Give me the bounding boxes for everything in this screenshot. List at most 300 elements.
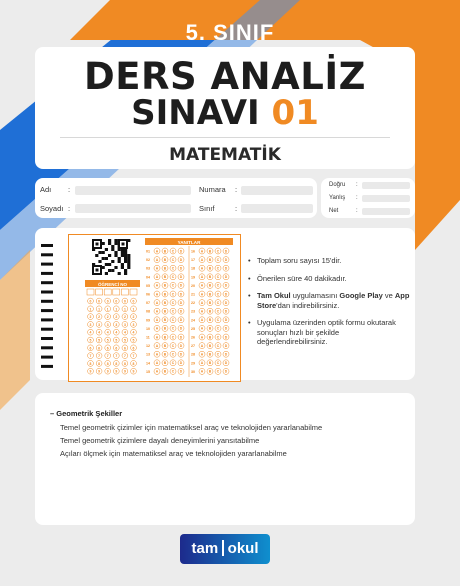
qr-module bbox=[108, 239, 111, 242]
digit-label: 5 bbox=[123, 338, 126, 343]
qr-module bbox=[121, 263, 124, 266]
digit-label: 1 bbox=[115, 307, 118, 312]
timing-mark bbox=[41, 356, 53, 359]
question-number: 07 bbox=[146, 301, 150, 306]
option-label: A bbox=[155, 275, 159, 280]
option-label: C bbox=[216, 335, 220, 340]
question-number: 13 bbox=[146, 352, 150, 357]
option-label: B bbox=[208, 369, 212, 374]
option-label: C bbox=[216, 257, 220, 262]
option-label: C bbox=[171, 343, 175, 348]
option-label: B bbox=[163, 335, 167, 340]
option-label: B bbox=[208, 300, 212, 305]
option-label: D bbox=[224, 300, 228, 305]
timing-mark bbox=[41, 300, 53, 303]
qr-module bbox=[127, 260, 130, 263]
qr-module bbox=[111, 248, 114, 251]
option-label: B bbox=[208, 361, 212, 366]
question-number: 18 bbox=[191, 266, 195, 271]
net-field[interactable] bbox=[362, 208, 410, 215]
correct-label: Doğru bbox=[329, 182, 346, 188]
option-label: B bbox=[163, 292, 167, 297]
question-number: 05 bbox=[146, 283, 150, 288]
class-field[interactable] bbox=[241, 204, 313, 213]
option-label: C bbox=[171, 352, 175, 357]
digit-label: 9 bbox=[115, 369, 118, 374]
option-label: B bbox=[163, 369, 167, 374]
digit-label: 8 bbox=[123, 361, 126, 366]
option-label: A bbox=[155, 361, 159, 366]
qr-module bbox=[114, 239, 117, 242]
number-field[interactable] bbox=[241, 186, 313, 195]
digit-label: 7 bbox=[106, 354, 109, 359]
option-label: B bbox=[163, 352, 167, 357]
qr-module bbox=[118, 257, 121, 260]
option-label: B bbox=[163, 257, 167, 262]
option-label: B bbox=[208, 266, 212, 271]
question-number: 10 bbox=[146, 326, 150, 331]
digit-label: 7 bbox=[132, 354, 135, 359]
option-label: A bbox=[200, 266, 204, 271]
question-number: 14 bbox=[146, 361, 150, 366]
qr-module bbox=[124, 269, 127, 272]
google-play-text: Google Play bbox=[339, 291, 383, 300]
digit-label: 0 bbox=[98, 299, 101, 304]
option-label: B bbox=[208, 352, 212, 357]
qr-module bbox=[121, 251, 124, 254]
qr-module bbox=[105, 272, 108, 275]
qr-module bbox=[111, 245, 114, 248]
qr-module bbox=[111, 260, 114, 263]
digit-label: 1 bbox=[98, 307, 101, 312]
topic-item: Açıları ölçmek için matematiksel araç ve teknolojiden yararlanabilme bbox=[60, 449, 287, 458]
option-label: C bbox=[171, 335, 175, 340]
option-label: B bbox=[208, 257, 212, 262]
option-label: C bbox=[216, 352, 220, 357]
digit-label: 5 bbox=[98, 338, 101, 343]
digit-label: 0 bbox=[132, 299, 135, 304]
timing-mark bbox=[41, 365, 53, 368]
digit-label: 3 bbox=[123, 322, 126, 327]
qr-module bbox=[127, 263, 130, 266]
surname-label: Soyadı bbox=[40, 204, 64, 213]
logo-text-right: okul bbox=[227, 540, 259, 557]
number-colon: : bbox=[235, 185, 238, 194]
option-label: A bbox=[200, 292, 204, 297]
option-label: B bbox=[208, 326, 212, 331]
option-label: B bbox=[163, 266, 167, 271]
question-number: 11 bbox=[146, 335, 150, 340]
digit-label: 6 bbox=[89, 346, 92, 351]
answers-header: YANITLAR bbox=[177, 239, 201, 245]
class-label: Sınıf bbox=[199, 204, 215, 213]
digit-label: 4 bbox=[98, 330, 101, 335]
exam-number: 01 bbox=[271, 93, 319, 133]
question-number: 22 bbox=[191, 301, 195, 306]
option-label: C bbox=[216, 309, 220, 314]
qr-module bbox=[105, 257, 108, 260]
option-label: D bbox=[224, 309, 228, 314]
qr-module bbox=[118, 260, 121, 263]
question-number: 15 bbox=[146, 369, 150, 374]
option-label: B bbox=[208, 292, 212, 297]
question-number: 09 bbox=[146, 318, 150, 323]
option-label: C bbox=[216, 300, 220, 305]
digit-label: 8 bbox=[132, 361, 135, 366]
digit-label: 6 bbox=[106, 346, 109, 351]
info-item-app bbox=[248, 291, 410, 310]
exam-title-line1: DERS ANALİZ bbox=[84, 55, 366, 98]
option-label: C bbox=[171, 283, 175, 288]
qr-module bbox=[108, 254, 111, 257]
option-label: D bbox=[179, 309, 183, 314]
option-label: D bbox=[179, 326, 183, 331]
qr-module bbox=[124, 260, 127, 263]
topic-item: Temel geometrik çizimler için matematiksel araç ve teknolojiden yararlanabilme bbox=[60, 423, 323, 432]
title-divider bbox=[60, 137, 390, 138]
option-label: C bbox=[216, 266, 220, 271]
option-label: D bbox=[179, 369, 183, 374]
qr-module bbox=[108, 263, 111, 266]
question-number: 06 bbox=[146, 292, 150, 297]
name-field[interactable] bbox=[75, 186, 191, 195]
app-text1: uygulamasını bbox=[290, 291, 340, 300]
student-number-box bbox=[104, 289, 111, 295]
question-number: 27 bbox=[191, 344, 195, 349]
digit-label: 8 bbox=[98, 361, 101, 366]
option-label: A bbox=[155, 352, 159, 357]
subject-title: MATEMATİK bbox=[169, 145, 281, 165]
qr-module bbox=[127, 266, 130, 269]
question-number: 20 bbox=[191, 283, 195, 288]
question-number: 26 bbox=[191, 335, 195, 340]
option-label: D bbox=[179, 249, 183, 254]
digit-label: 8 bbox=[106, 361, 109, 366]
digit-label: 5 bbox=[132, 338, 135, 343]
digit-label: 7 bbox=[123, 354, 126, 359]
timing-mark bbox=[41, 272, 53, 275]
option-label: C bbox=[171, 318, 175, 323]
student-number-box bbox=[96, 289, 103, 295]
option-label: B bbox=[163, 249, 167, 254]
surname-colon: : bbox=[68, 204, 71, 213]
question-number: 30 bbox=[191, 369, 195, 374]
wrong-label: Yanlış bbox=[329, 195, 346, 201]
qr-module bbox=[102, 266, 105, 269]
option-label: A bbox=[200, 326, 204, 331]
option-label: D bbox=[224, 292, 228, 297]
grade-label: 5. SINIF bbox=[185, 20, 275, 45]
digit-label: 1 bbox=[106, 307, 109, 312]
question-number: 03 bbox=[146, 266, 150, 271]
option-label: C bbox=[216, 318, 220, 323]
qr-module bbox=[102, 242, 105, 245]
digit-label: 8 bbox=[89, 361, 92, 366]
timing-mark bbox=[41, 263, 53, 266]
option-label: C bbox=[171, 249, 175, 254]
option-label: D bbox=[179, 292, 183, 297]
qr-module bbox=[114, 266, 117, 269]
exam-title-text: SINAVI bbox=[131, 93, 260, 133]
question-number: 23 bbox=[191, 309, 195, 314]
option-label: C bbox=[216, 326, 220, 331]
digit-label: 3 bbox=[132, 322, 135, 327]
option-label: A bbox=[155, 266, 159, 271]
option-label: A bbox=[200, 318, 204, 323]
question-number: 04 bbox=[146, 275, 150, 280]
option-label: D bbox=[224, 283, 228, 288]
option-label: A bbox=[155, 326, 159, 331]
qr-module bbox=[127, 254, 130, 257]
option-label: B bbox=[208, 318, 212, 323]
digit-label: 4 bbox=[115, 330, 118, 335]
optical-answer-form bbox=[68, 234, 241, 382]
option-label: C bbox=[216, 249, 220, 254]
option-label: A bbox=[200, 343, 204, 348]
option-label: B bbox=[163, 343, 167, 348]
qr-module bbox=[118, 272, 121, 275]
qr-module bbox=[127, 257, 130, 260]
option-label: C bbox=[216, 275, 220, 280]
student-number-box bbox=[121, 289, 128, 295]
number-label: Numara bbox=[199, 185, 226, 194]
option-label: D bbox=[224, 257, 228, 262]
option-label: B bbox=[163, 361, 167, 366]
wrong-colon: : bbox=[356, 195, 358, 201]
option-label: D bbox=[224, 318, 228, 323]
option-label: A bbox=[155, 249, 159, 254]
student-number-box bbox=[87, 289, 94, 295]
option-label: A bbox=[155, 283, 159, 288]
wrong-field[interactable] bbox=[362, 195, 410, 202]
info-item-duration: • Önerilen süre 40 dakikadır. bbox=[248, 274, 410, 284]
digit-label: 2 bbox=[106, 315, 109, 320]
option-label: B bbox=[163, 309, 167, 314]
timing-mark bbox=[41, 346, 53, 349]
digit-label: 7 bbox=[98, 354, 101, 359]
option-label: D bbox=[179, 300, 183, 305]
info-item-optical: • Uygulama üzerinden optik formu okutarak sonuçları hızlı bir şekilde değerlendirebilirsiniz. bbox=[248, 318, 410, 347]
option-label: A bbox=[200, 300, 204, 305]
question-number: 02 bbox=[146, 258, 150, 263]
option-label: A bbox=[155, 369, 159, 374]
option-label: B bbox=[208, 249, 212, 254]
class-colon: : bbox=[235, 204, 238, 213]
qr-module bbox=[111, 269, 114, 272]
option-label: C bbox=[216, 283, 220, 288]
option-label: B bbox=[163, 318, 167, 323]
question-number: 25 bbox=[191, 326, 195, 331]
option-label: A bbox=[155, 292, 159, 297]
qr-module bbox=[124, 251, 127, 254]
option-label: D bbox=[224, 275, 228, 280]
question-number: 19 bbox=[191, 275, 195, 280]
qr-module bbox=[95, 254, 98, 257]
student-number-box bbox=[130, 289, 137, 295]
option-label: B bbox=[163, 326, 167, 331]
option-label: D bbox=[224, 343, 228, 348]
timing-mark bbox=[41, 253, 53, 256]
question-number: 28 bbox=[191, 352, 195, 357]
timing-mark bbox=[41, 281, 53, 284]
digit-label: 4 bbox=[132, 330, 135, 335]
digit-label: 2 bbox=[132, 315, 135, 320]
option-label: B bbox=[208, 335, 212, 340]
option-label: C bbox=[171, 275, 175, 280]
option-label: A bbox=[155, 300, 159, 305]
qr-module bbox=[105, 248, 108, 251]
option-label: D bbox=[224, 326, 228, 331]
info-item-question-count: • Toplam soru sayısı 15'dir. bbox=[248, 256, 410, 266]
question-number: 12 bbox=[146, 344, 150, 349]
net-label: Net bbox=[329, 208, 339, 214]
option-label: B bbox=[208, 309, 212, 314]
digit-label: 8 bbox=[115, 361, 118, 366]
digit-label: 0 bbox=[89, 299, 92, 304]
question-number: 16 bbox=[191, 249, 195, 254]
option-label: A bbox=[200, 361, 204, 366]
tamokul-logo bbox=[180, 534, 270, 564]
option-label: D bbox=[224, 335, 228, 340]
digit-label: 7 bbox=[115, 354, 118, 359]
digit-label: 5 bbox=[89, 338, 92, 343]
qr-module bbox=[121, 254, 124, 257]
digit-label: 9 bbox=[106, 369, 109, 374]
correct-field[interactable] bbox=[362, 182, 410, 189]
option-label: C bbox=[216, 369, 220, 374]
option-label: D bbox=[179, 361, 183, 366]
option-label: D bbox=[179, 335, 183, 340]
option-label: C bbox=[171, 266, 175, 271]
qr-module bbox=[108, 242, 111, 245]
option-label: B bbox=[163, 283, 167, 288]
option-label: C bbox=[171, 309, 175, 314]
digit-label: 6 bbox=[132, 346, 135, 351]
qr-module bbox=[102, 251, 105, 254]
qr-module bbox=[105, 263, 108, 266]
qr-module bbox=[124, 272, 127, 275]
digit-label: 5 bbox=[106, 338, 109, 343]
digit-label: 4 bbox=[89, 330, 92, 335]
option-label: D bbox=[224, 369, 228, 374]
logo-divider bbox=[222, 540, 224, 556]
option-label: A bbox=[200, 369, 204, 374]
digit-label: 2 bbox=[123, 315, 126, 320]
option-label: A bbox=[155, 335, 159, 340]
digit-label: 3 bbox=[89, 322, 92, 327]
option-label: A bbox=[155, 343, 159, 348]
student-number-box bbox=[113, 289, 120, 295]
option-label: D bbox=[179, 275, 183, 280]
timing-mark bbox=[41, 309, 53, 312]
qr-module bbox=[108, 269, 111, 272]
timing-mark bbox=[41, 318, 53, 321]
question-number: 29 bbox=[191, 361, 195, 366]
digit-label: 5 bbox=[115, 338, 118, 343]
option-label: D bbox=[179, 257, 183, 262]
option-label: B bbox=[163, 275, 167, 280]
app-name: Tam Okul bbox=[257, 291, 291, 300]
exam-info-list bbox=[248, 256, 410, 355]
timing-mark bbox=[41, 337, 53, 340]
correct-colon: : bbox=[356, 182, 358, 188]
option-label: D bbox=[179, 343, 183, 348]
digit-label: 9 bbox=[132, 369, 135, 374]
option-label: A bbox=[200, 335, 204, 340]
option-label: D bbox=[224, 361, 228, 366]
timing-mark bbox=[41, 244, 53, 247]
digit-label: 6 bbox=[115, 346, 118, 351]
qr-finder-core bbox=[96, 243, 99, 246]
question-number: 24 bbox=[191, 318, 195, 323]
digit-label: 2 bbox=[115, 315, 118, 320]
app-store-text: App Store bbox=[257, 291, 410, 310]
digit-label: 0 bbox=[123, 299, 126, 304]
digit-label: 1 bbox=[89, 307, 92, 312]
question-number: 17 bbox=[191, 258, 195, 263]
qr-module bbox=[121, 266, 124, 269]
exam-title-line2 bbox=[35, 93, 415, 133]
option-label: C bbox=[171, 326, 175, 331]
option-label: D bbox=[224, 352, 228, 357]
qr-module bbox=[98, 251, 101, 254]
option-label: A bbox=[200, 249, 204, 254]
option-label: D bbox=[224, 266, 228, 271]
topic-heading: – Geometrik Şekiller bbox=[50, 409, 123, 418]
option-label: C bbox=[171, 300, 175, 305]
net-colon: : bbox=[356, 208, 358, 214]
option-label: C bbox=[216, 343, 220, 348]
qr-module bbox=[124, 257, 127, 260]
question-number: 08 bbox=[146, 309, 150, 314]
digit-label: 9 bbox=[123, 369, 126, 374]
option-label: A bbox=[200, 352, 204, 357]
optical-form-graphic bbox=[69, 235, 240, 381]
qr-module bbox=[114, 251, 117, 254]
app-text3: 'dan indirebilirsiniz. bbox=[276, 300, 340, 310]
digit-label: 0 bbox=[115, 299, 118, 304]
option-label: D bbox=[179, 318, 183, 323]
option-label: A bbox=[200, 257, 204, 262]
option-label: C bbox=[171, 292, 175, 297]
digit-label: 1 bbox=[132, 307, 135, 312]
qr-module bbox=[124, 254, 127, 257]
digit-label: 7 bbox=[89, 354, 92, 359]
digit-label: 9 bbox=[98, 369, 101, 374]
qr-module bbox=[114, 242, 117, 245]
option-label: A bbox=[155, 257, 159, 262]
question-number: 21 bbox=[191, 292, 195, 297]
student-number-header: ÖĞRENCİ NO bbox=[97, 281, 128, 287]
option-label: B bbox=[208, 343, 212, 348]
qr-module bbox=[102, 257, 105, 260]
question-number: 01 bbox=[146, 249, 150, 254]
name-label: Adı bbox=[40, 185, 52, 194]
option-label: A bbox=[155, 309, 159, 314]
option-label: A bbox=[200, 309, 204, 314]
option-label: A bbox=[155, 318, 159, 323]
digit-label: 2 bbox=[89, 315, 92, 320]
digit-label: 4 bbox=[106, 330, 109, 335]
digit-label: 3 bbox=[106, 322, 109, 327]
option-label: B bbox=[208, 275, 212, 280]
digit-label: 4 bbox=[123, 330, 126, 335]
option-label: C bbox=[216, 292, 220, 297]
option-label: D bbox=[179, 283, 183, 288]
logo-text-left: tam bbox=[191, 540, 219, 557]
surname-field[interactable] bbox=[75, 204, 191, 213]
digit-label: 9 bbox=[89, 369, 92, 374]
